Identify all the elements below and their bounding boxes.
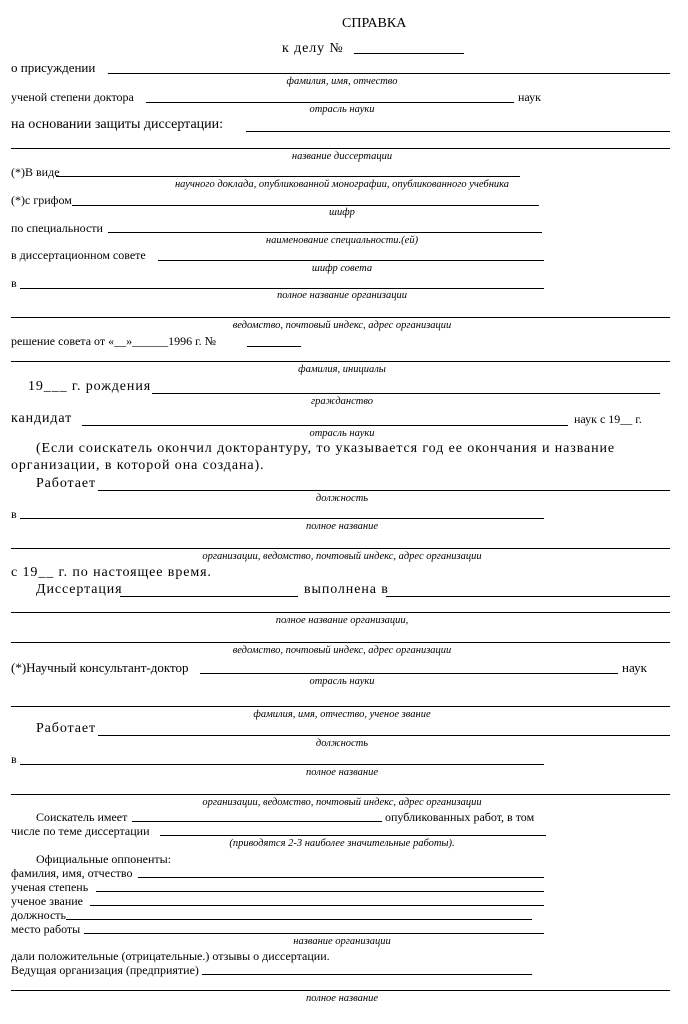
published-label: опубликованных работ, в том [385,810,535,824]
in-label-3: в [11,752,17,766]
opponent-position-line[interactable] [66,919,532,920]
reviews-label: дали положительные (отрицательные.) отзывы о диссертации. [11,949,330,963]
defense-label: на основании защиты диссертации: [11,117,224,132]
org-line-1[interactable] [20,288,544,289]
opponents-label: Официальные оппоненты: [36,852,172,866]
done-in-line[interactable] [386,596,670,597]
caption-council-code: шифр совета [311,263,373,274]
birth-label: 19___ г. рождения [28,379,152,394]
opponent-title-label: ученое звание [11,894,83,908]
opponent-degree-label: ученая степень [11,880,89,894]
caption-form: научного доклада, опубликованной монографии, опубликованного учебника [174,179,510,190]
works-label-2: Работает [36,721,96,736]
org-line-2[interactable] [20,518,544,519]
candidate-field-line[interactable] [82,425,568,426]
stamp-line[interactable] [72,205,539,206]
caption-org-dept-2: организации, ведомство, почтовый индекс, адрес организации [202,551,482,562]
opponent-degree-line[interactable] [96,891,544,892]
org-dept-line-1[interactable] [11,317,670,318]
award-label: о присуждении [11,60,96,75]
since-label: с 19__ г. по настоящее время. [11,565,212,580]
caption-org-full-2: полное название организации, [275,615,409,626]
caption-fio-title: фамилия, имя, отчество, ученое звание [253,709,431,720]
works-label-1: Работает [36,476,96,491]
caption-diss-title: название диссертации [291,151,393,162]
initials-line[interactable] [11,361,670,362]
position-line-1[interactable] [98,490,670,491]
dissertation-title-line-2[interactable] [11,148,670,149]
leading-org-label: Ведущая организация (предприятие) [11,963,199,977]
decision-label: решение совета от «__»______1996 г. № [11,334,217,348]
caption-code: шифр [329,207,355,218]
opponent-work-line[interactable] [84,933,544,934]
citizenship-line[interactable] [152,393,660,394]
org-line-4[interactable] [20,764,544,765]
caption-position-2: должность [315,738,369,749]
caption-fio: фамилия, имя, отчество [286,76,398,87]
caption-specialty: наименование специальности.(ей) [265,235,419,246]
published-count-line[interactable] [132,821,382,822]
in-label-1: в [11,276,17,290]
diss-label: Диссертация [36,582,123,597]
consultant-label: (*)Научный консультант-доктор [11,660,189,675]
award-fio-line[interactable] [108,73,670,74]
council-line[interactable] [158,260,544,261]
opponent-fio-label: фамилия, имя, отчество [11,866,133,880]
council-label: в диссертационном совете [11,248,146,262]
consultant-fio-line[interactable] [11,706,670,707]
caption-org-name: название организации [293,936,391,947]
caption-citizenship: гражданство [310,396,374,407]
leading-org-line[interactable] [202,974,532,975]
org-full-line-3[interactable] [11,612,670,613]
specialty-label: по специальности [11,221,103,235]
in-label-2: в [11,507,17,521]
org-dept-line-4[interactable] [11,794,670,795]
done-in-label: выполнена в [304,582,389,597]
dissertation-title-line-1[interactable] [246,131,670,132]
form-label: (*)В виде [11,165,60,179]
candidate-label: кандидат [11,411,73,426]
caption-org-dept: ведомство, почтовый индекс, адрес организации [232,320,452,331]
applicant-label: Соискатель имеет [36,810,128,824]
caption-org-full: полное название организации [277,290,407,301]
opponent-position-label: должность [11,908,66,922]
caption-field: отрасль науки [309,104,375,115]
stamp-label: (*)с грифом [11,193,72,207]
caption-org-dept-4: организации, ведомство, почтовый индекс, адрес организации [202,797,482,808]
candidate-since: наук с 19__ г. [574,412,642,426]
doctorate-note-line-1: (Если соискатель окончил докторантуру, то указывается год ее окончания и название [36,441,616,456]
opponent-fio-line[interactable] [138,877,544,878]
caption-initials: фамилия, инициалы [298,364,386,375]
specialty-line[interactable] [108,232,542,233]
leading-org-full-line[interactable] [11,990,670,991]
case-number-line[interactable] [354,53,464,54]
caption-org-dept-3: ведомство, почтовый индекс, адрес организации [232,645,452,656]
opponent-work-label: место работы [11,922,81,936]
caption-field-3: отрасль науки [309,676,375,687]
caption-full-name-2: полное название [306,767,378,778]
position-line-2[interactable] [98,735,670,736]
caption-position-1: должность [315,493,369,504]
org-dept-line-2[interactable] [11,548,670,549]
diss-line[interactable] [120,596,298,597]
opponent-title-line[interactable] [90,905,544,906]
decision-number-line[interactable] [247,346,301,347]
caption-full-name-3: полное название [306,993,378,1004]
doctor-degree-label: ученой степени доктора [11,90,134,104]
document-title: СПРАВКА [342,16,407,31]
nauk-label: наук [518,90,541,104]
topic-line[interactable] [160,835,546,836]
consultant-field-line[interactable] [200,673,618,674]
caption-full-name-1: полное название [306,521,378,532]
top-works-note: (приводятся 2-3 наиболее значительные работы). [229,838,455,849]
doctor-field-line[interactable] [146,102,514,103]
doctorate-note-line-2: организации, в которой она создана). [11,458,265,473]
form-line[interactable] [56,176,520,177]
caption-field-2: отрасль науки [309,428,375,439]
nauk-label-2: наук [622,660,647,675]
case-number-label: к делу № [282,41,344,56]
org-dept-line-3[interactable] [11,642,670,643]
topic-label: числе по теме диссертации [11,824,150,838]
